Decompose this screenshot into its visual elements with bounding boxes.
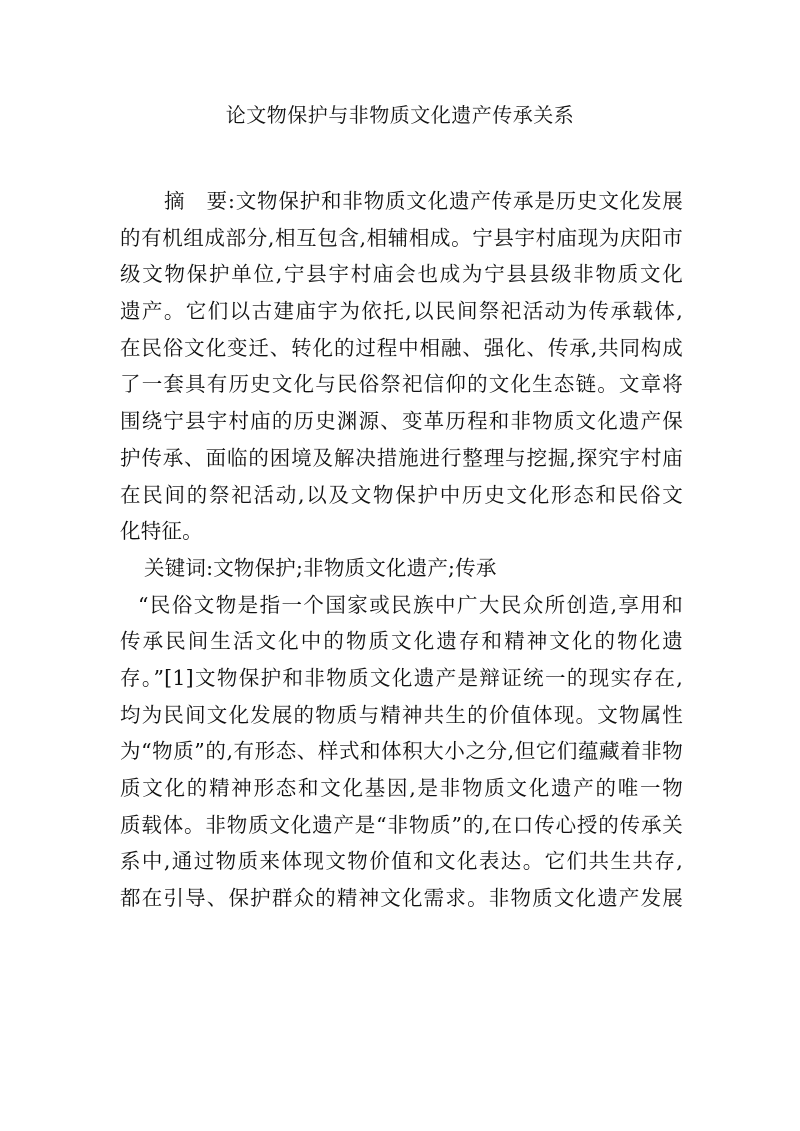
abstract-line: 遗产。它们以古建庙宇为依托,以民间祭祀活动为传承载体, (120, 299, 683, 324)
abstract-line: 在民间的祭祀活动,以及文物保护中历史文化形态和民俗文 (120, 482, 683, 507)
abstract-line: 的有机组成部分,相互包含,相辅相成。宁县宇村庙现为庆阳市 (120, 225, 683, 250)
abstract-line: 级文物保护单位,宁县宇村庙会也成为宁县县级非物质文化 (120, 262, 683, 287)
paragraph-line: 均为民间文化发展的物质与精神共生的价值体现。文物属性 (120, 702, 683, 727)
document-body (120, 183, 683, 917)
paragraph-line: 系中,通过物质来体现文物价值和文化表达。它们共生共存, (120, 849, 683, 874)
paragraph-line: 都在引导、保护群众的精神文化需求。非物质文化遗产发展 (120, 886, 683, 911)
paragraph-line: 质文化的精神形态和文化基因,是非物质文化遗产的唯一物 (120, 776, 683, 800)
paragraph-line: “民俗文物是指一个国家或民族中广大民众所创造,享用和 (138, 592, 683, 617)
abstract-line: 在民俗文化变迁、转化的过程中相融、强化、传承,共同构成 (120, 335, 683, 360)
paragraph-line: 质载体。非物质文化遗产是“非物质”的,在口传心授的传承关 (120, 812, 683, 837)
keywords-line: 关键词:文物保护;非物质文化遗产;传承 (144, 555, 497, 580)
abstract-line: 化特征。 (120, 519, 203, 544)
abstract-line: 摘 要:文物保护和非物质文化遗产传承是历史文化发展 (164, 189, 683, 213)
abstract-line: 护传承、面临的困境及解决措施进行整理与挖掘,探究宇村庙 (120, 445, 683, 470)
document-title: 论文物保护与非物质文化遗产传承关系 (225, 103, 575, 127)
abstract-line: 围绕宁县宇村庙的历史渊源、变革历程和非物质文化遗产保 (120, 409, 683, 434)
paragraph-line: 存。”[1]文物保护和非物质文化遗产是辩证统一的现实存在, (120, 665, 683, 690)
paragraph-line: 为“物质”的,有形态、样式和体积大小之分,但它们蕴藏着非物 (120, 739, 683, 764)
abstract-line: 了一套具有历史文化与民俗祭祀信仰的文化生态链。文章将 (120, 372, 683, 397)
paragraph-line: 传承民间生活文化中的物质文化遗存和精神文化的物化遗 (120, 629, 683, 654)
